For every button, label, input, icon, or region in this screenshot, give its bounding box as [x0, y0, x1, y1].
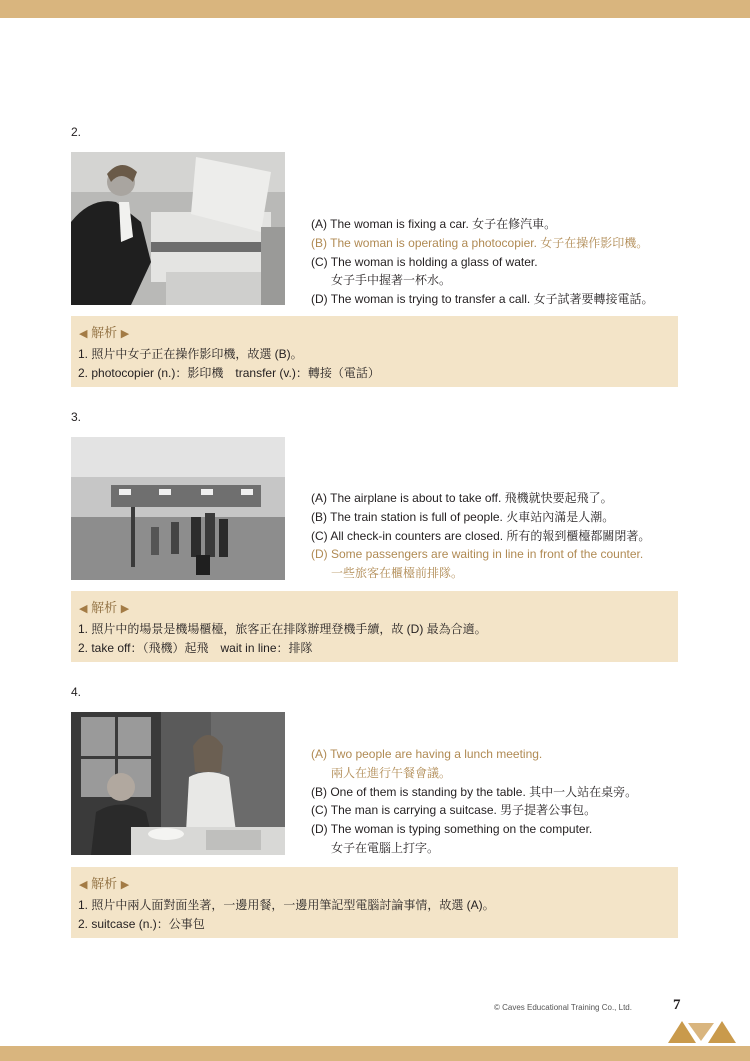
explanation-box — [71, 591, 678, 662]
photo-woman-photocopier — [71, 152, 285, 305]
explanation-title: ◀ 解析 ▶ — [79, 876, 130, 891]
explanation-line: 1. 照片中女子正在操作影印機，故選 (B)。 — [78, 347, 303, 361]
right-triangle-icon: ▶ — [120, 879, 130, 891]
answer-options — [311, 745, 637, 858]
explanation-line: 1. 照片中兩人面對面坐著，一邊用餐，一邊用筆記型電腦討論事情，故選 (A)。 — [78, 898, 495, 912]
publisher-logo-icon — [668, 1017, 740, 1048]
top-decorative-band — [0, 0, 750, 18]
explanation-line: 2. photocopier (n.)：影印機 transfer (v.)：轉接（電話） — [78, 366, 380, 380]
option-c[interactable]: (C) The man is carrying a suitcase. 男子提著公事包。 — [311, 803, 597, 818]
question-number: 4. — [71, 685, 82, 699]
question-number: 3. — [71, 410, 82, 424]
left-triangle-icon: ◀ — [79, 603, 88, 615]
photo-lunch-meeting — [71, 712, 285, 855]
explanation-line: 1. 照片中的場景是機場櫃檯，旅客正在排隊辦理登機手續，故 (D) 最為合適。 — [78, 622, 487, 636]
right-triangle-icon: ▶ — [120, 603, 130, 615]
answer-options — [311, 215, 654, 309]
photo-airport-checkin — [71, 437, 285, 580]
page-number: 7 — [673, 997, 681, 1013]
explanation-line: 2. suitcase (n.)：公事包 — [78, 917, 205, 931]
option-c[interactable]: (C) The woman is holding a glass of water. 女子手中握著一杯水。 — [311, 254, 538, 288]
option-b-correct[interactable]: (B) The woman is operating a photocopier. 女子在操作影印機。 — [311, 235, 649, 250]
left-triangle-icon: ◀ — [79, 328, 88, 340]
explanation-line: 2. take off：（飛機）起飛 wait in line：排隊 — [78, 641, 313, 655]
bottom-decorative-band — [0, 1046, 750, 1061]
right-triangle-icon: ▶ — [120, 328, 130, 340]
answer-options — [311, 489, 650, 583]
option-c[interactable]: (C) All check-in counters are closed. 所有的報到櫃檯都關閉著。 — [311, 528, 651, 543]
option-b[interactable]: (B) One of them is standing by the table. 其中一人站在桌旁。 — [311, 784, 638, 799]
left-triangle-icon: ◀ — [79, 879, 88, 891]
explanation-box — [71, 316, 678, 387]
option-d[interactable]: (D) The woman is typing something on the computer. 女子在電腦上打字。 — [311, 822, 593, 855]
option-d-correct[interactable]: (D) Some passengers are waiting in line in front of the counter. 一些旅客在櫃檯前排隊。 — [311, 547, 644, 581]
option-d[interactable]: (D) The woman is trying to transfer a call. 女子試著要轉接電話。 — [311, 292, 654, 307]
explanation-box — [71, 867, 678, 938]
option-a[interactable]: (A) The airplane is about to take off. 飛機就快要起飛了。 — [311, 491, 613, 505]
explanation-title: ◀ 解析 ▶ — [79, 600, 130, 615]
option-b[interactable]: (B) The train station is full of people. 火車站內滿是人潮。 — [311, 509, 615, 524]
explanation-title: ◀ 解析 ▶ — [79, 325, 130, 340]
copyright-text: © Caves Educational Training Co., Ltd. — [494, 1003, 632, 1012]
option-a-correct[interactable]: (A) Two people are having a lunch meeting. 兩人在進行午餐會議。 — [311, 747, 543, 780]
option-a[interactable]: (A) The woman is fixing a car. 女子在修汽車。 — [311, 217, 557, 231]
question-number: 2. — [71, 125, 82, 139]
